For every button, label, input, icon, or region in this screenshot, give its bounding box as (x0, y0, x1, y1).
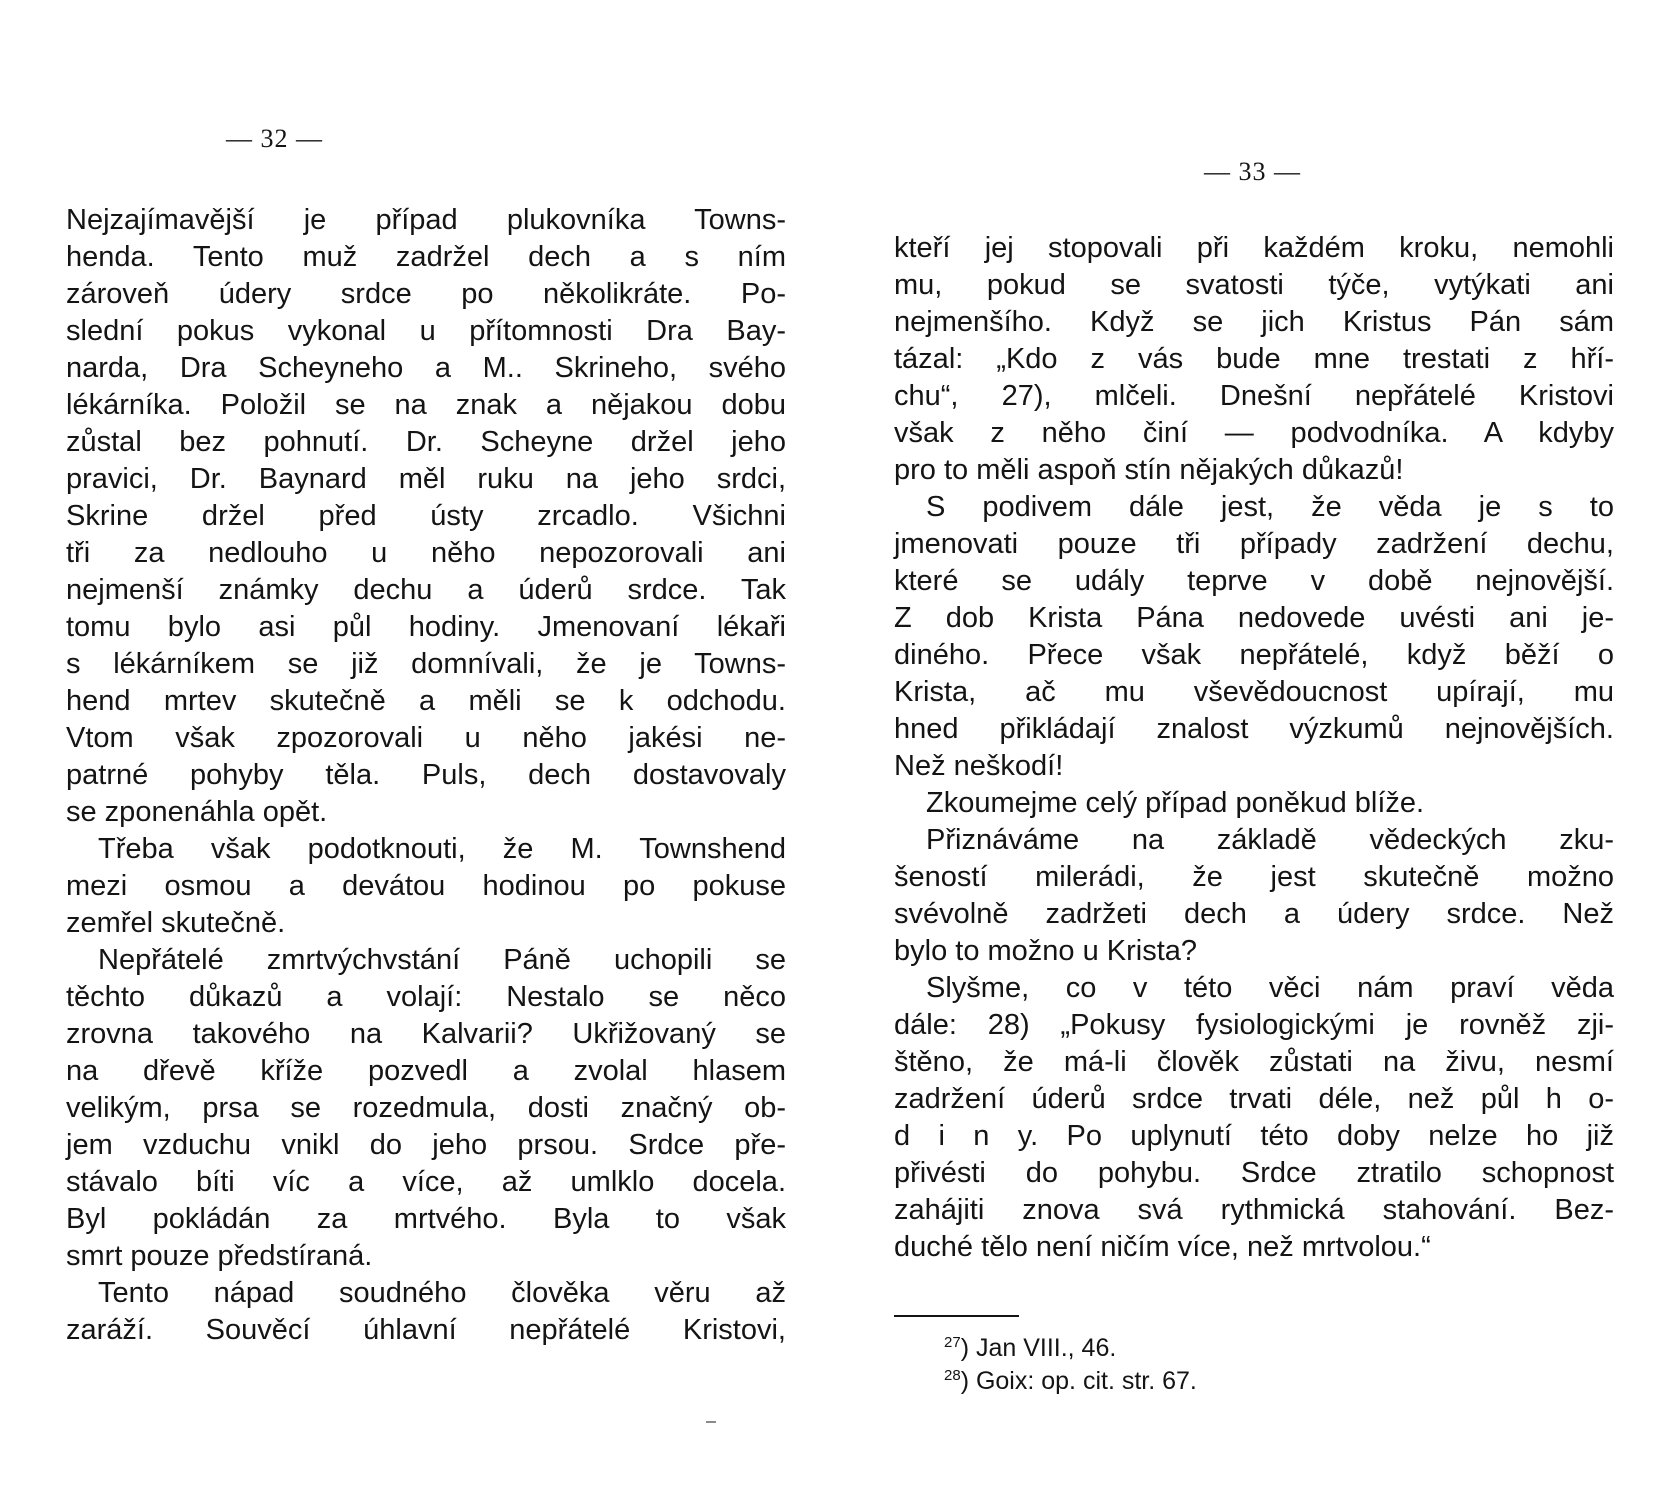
text-line: henda. Tento muž zadržel dech a s ním (66, 241, 786, 273)
text-line: zemřel skutečně. (66, 907, 286, 939)
footnote-mark: 27 (944, 1334, 961, 1351)
text-line: tři za nedlouho u něho nepozorovali ani (66, 537, 786, 569)
text-line: dále: 28) „Pokusy fysiologickými je rovněž zji- (894, 1009, 1614, 1041)
text-line: však z něho činí — podvodníka. A kdyby (894, 417, 1614, 449)
text-line: Než neškodí! (894, 750, 1064, 782)
text-line: duché tělo není ničím více, než mrtvolou.“ (894, 1231, 1431, 1263)
text-line: nejmenší známky dechu a úderů srdce. Tak (66, 574, 786, 606)
text-line: pro to měli aspoň stín nějakých důkazů! (894, 454, 1404, 486)
footnote-text: ) Jan VIII., 46. (960, 1334, 1117, 1362)
text-line: hend mrtev skutečně a měli se k odchodu. (66, 685, 786, 717)
text-line: diného. Přece však nepřátelé, když běží o (894, 639, 1614, 671)
footnote-rule (894, 1315, 1019, 1317)
text-line: nejmenšího. Když se jich Kristus Pán sám (894, 306, 1614, 338)
text-line: zaráží. Souvěcí úhlavní nepřátelé Kristovi, (66, 1314, 786, 1346)
text-line: mezi osmou a devátou hodinou po pokuse (66, 870, 786, 902)
text-line: Přiznáváme na základě vědeckých zku- (926, 824, 1614, 856)
text-line: Byl pokládán za mrtvého. Byla to však (66, 1203, 786, 1235)
text-line: zrovna takového na Kalvarii? Ukřižovaný se (66, 1018, 786, 1050)
text-line: hned přikládají znalost výzkumů nejnovějších. (894, 713, 1614, 745)
text-line: Slyšme, co v této věci nám praví věda (926, 972, 1614, 1004)
text-line: se zponenáhla opět. (66, 796, 328, 828)
text-line: S podivem dále jest, že věda je s to (926, 491, 1614, 523)
text-line: těchto důkazů a volají: Nestalo se něco (66, 981, 786, 1013)
text-line: Zkoumejme celý případ poněkud blíže. (926, 787, 1425, 819)
text-line: kteří jej stopovali při každém kroku, nemohli (894, 232, 1614, 264)
text-line: bylo to možno u Krista? (894, 935, 1198, 967)
text-line: Tento nápad soudného člověka věru až (98, 1277, 786, 1309)
footnote-text: ) Goix: op. cit. str. 67. (960, 1367, 1197, 1395)
text-line: smrt pouze předstíraná. (66, 1240, 373, 1272)
text-line: d i n y. Po uplynutí této doby nelze ho již (894, 1120, 1614, 1152)
text-line: Vtom však zpozorovali u něho jakési ne- (66, 722, 786, 754)
text-line: Krista, ač mu vševědoucnost upírají, mu (894, 676, 1614, 708)
text-line: pravici, Dr. Baynard měl ruku na jeho srdci, (66, 463, 786, 495)
footnotes (944, 1326, 1544, 1395)
page-body (894, 230, 1614, 1266)
text-line: patrné pohyby těla. Puls, dech dostavovaly (66, 759, 786, 791)
text-line: které se udály teprve v době nejnovější. (894, 565, 1614, 597)
text-line: Z dob Krista Pána nedovede uvésti ani je- (894, 602, 1614, 634)
text-line: s lékárníkem se již domnívali, že je Towns- (66, 648, 786, 680)
text-line: narda, Dra Scheyneho a M.. Skrineho, svého (66, 352, 786, 384)
text-line: štěno, že má-li člověk zůstati na živu, nesmí (894, 1046, 1614, 1078)
page-number: — 33 — (1204, 157, 1301, 186)
text-line: velikým, prsa se rozedmula, dosti značný ob- (66, 1092, 786, 1124)
text-line: Nejzajímavější je případ plukovníka Towns- (66, 204, 786, 236)
text-line: chu“, 27), mlčeli. Dnešní nepřátelé Kristovi (894, 380, 1614, 412)
text-line: zahájiti znova svá rythmická stahování. Bez- (894, 1194, 1614, 1226)
text-line: zároveň údery srdce po několikráte. Po- (66, 278, 786, 310)
text-line: Nepřátelé zmrtvýchvstání Páně uchopili se (98, 944, 786, 976)
text-line: tázal: „Kdo z vás bude mne trestati z hří- (894, 343, 1614, 375)
footnote (944, 1326, 1544, 1362)
text-line: tomu bylo asi půl hodiny. Jmenovaní lékaři (66, 611, 786, 643)
text-line: lékárníka. Položil se na znak a nějakou dobu (66, 389, 786, 421)
page-number: — 32 — (226, 124, 323, 153)
text-line: přivésti do pohybu. Srdce ztratilo schopnost (894, 1157, 1614, 1189)
text-line: slední pokus vykonal u přítomnosti Dra Bay- (66, 315, 786, 347)
footnote (944, 1359, 1544, 1395)
text-line: jem vzduchu vnikl do jeho prsou. Srdce pře- (66, 1129, 786, 1161)
text-line: zůstal bez pohnutí. Dr. Scheyne držel jeho (66, 426, 786, 458)
text-line: svévolně zadržeti dech a údery srdce. Než (894, 898, 1614, 930)
scan-mark (706, 1421, 716, 1423)
footnote-mark: 28 (944, 1367, 961, 1384)
text-line: Třeba však podotknouti, že M. Townshend (98, 833, 786, 865)
text-line: stávalo bíti víc a více, až umlklo docela. (66, 1166, 786, 1198)
text-line: na dřevě kříže pozvedl a zvolal hlasem (66, 1055, 786, 1087)
text-line: zadržení úderů srdce trvati déle, než půl h o- (894, 1083, 1614, 1115)
text-line: Skrine držel před ústy zrcadlo. Všichni (66, 500, 786, 532)
text-line: mu, pokud se svatosti týče, vytýkati ani (894, 269, 1614, 301)
text-line: šeností milerádi, že jest skutečně možno (894, 861, 1614, 893)
page-body (66, 202, 786, 1349)
text-line: jmenovati pouze tři případy zadržení dechu, (894, 528, 1614, 560)
